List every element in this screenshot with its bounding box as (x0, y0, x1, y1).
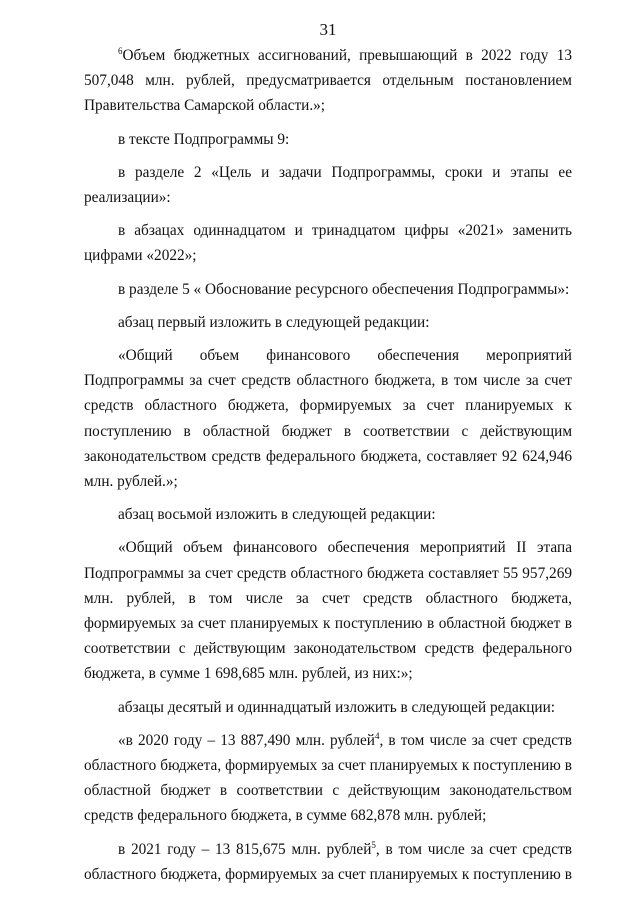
paragraph-text: Объем бюджетных ассигнований, превышающий в 2022 году 13 507,048 млн. рублей, предусматривается отдельным постановлением Правительства Самарской области.»; (84, 47, 572, 115)
paragraph: абзац первый изложить в следующей редакции: (118, 313, 430, 331)
paragraph: абзац восьмой изложить в следующей редакции: (118, 506, 436, 524)
paragraph: «Общий объем финансового обеспечения мероприятий Подпрограммы за счет средств областного бюджета, в том числе за счет средств областного бюджета, формируемых за счет планируемых к поступлению в областной бюджет в соответствии с действующим законодательством средств федерального бюджета, составляет 92 624,946 млн. рублей.»; (84, 347, 572, 491)
footnote-marker: 4 (374, 730, 380, 741)
footnote-paragraph (84, 43, 572, 119)
paragraph-text-pre: «в 2020 году – 13 887,490 млн. рублей (118, 731, 375, 749)
paragraph-text-post: , в том числе за счет средств областного бюджета, формируемых за счет планируемых к поступлению в (84, 840, 573, 883)
page-number: 31 (319, 20, 337, 39)
paragraph: «Общий объем финансового обеспечения мероприятий II этапа Подпрограммы за счет средств областного бюджета составляет 55 957,269 млн. рублей, в том числе за счет средств областного бюджета, формируемых за счет планируемых к поступлению в областной бюджет в соответствии с действующим законодательством средств федерального бюджета, в сумме 1 698,685 млн. рублей, из них:»; (84, 539, 572, 683)
paragraph: в разделе 5 « Обоснование ресурсного обеспечения Подпрограммы»: (118, 280, 570, 298)
footnote-marker: 5 (371, 839, 376, 850)
paragraph-text-pre: в 2021 году – 13 815,675 млн. рублей (118, 840, 372, 858)
paragraph: абзацы десятый и одиннадцатый изложить в следующей редакции: (118, 698, 556, 716)
footnote-marker: 6 (118, 46, 123, 56)
paragraph-text-post: , в том числе за счет средств областного бюджета, формируемых за счет планируемых к поступлению в областной бюджет в соответствии с действующим законодательством средств федерального бюджета, в сумме 682,878 млн. рублей; (84, 731, 573, 825)
paragraph-with-footnote (84, 728, 572, 829)
paragraph-with-footnote (84, 837, 572, 887)
paragraph: в абзацах одиннадцатом и тринадцатом цифры «2021» заменить цифрами «2022»; (84, 222, 572, 265)
paragraph: в тексте Подпрограммы 9: (118, 130, 290, 148)
paragraph: в разделе 2 «Цель и задачи Подпрограммы, сроки и этапы ее реализации»: (84, 163, 572, 207)
